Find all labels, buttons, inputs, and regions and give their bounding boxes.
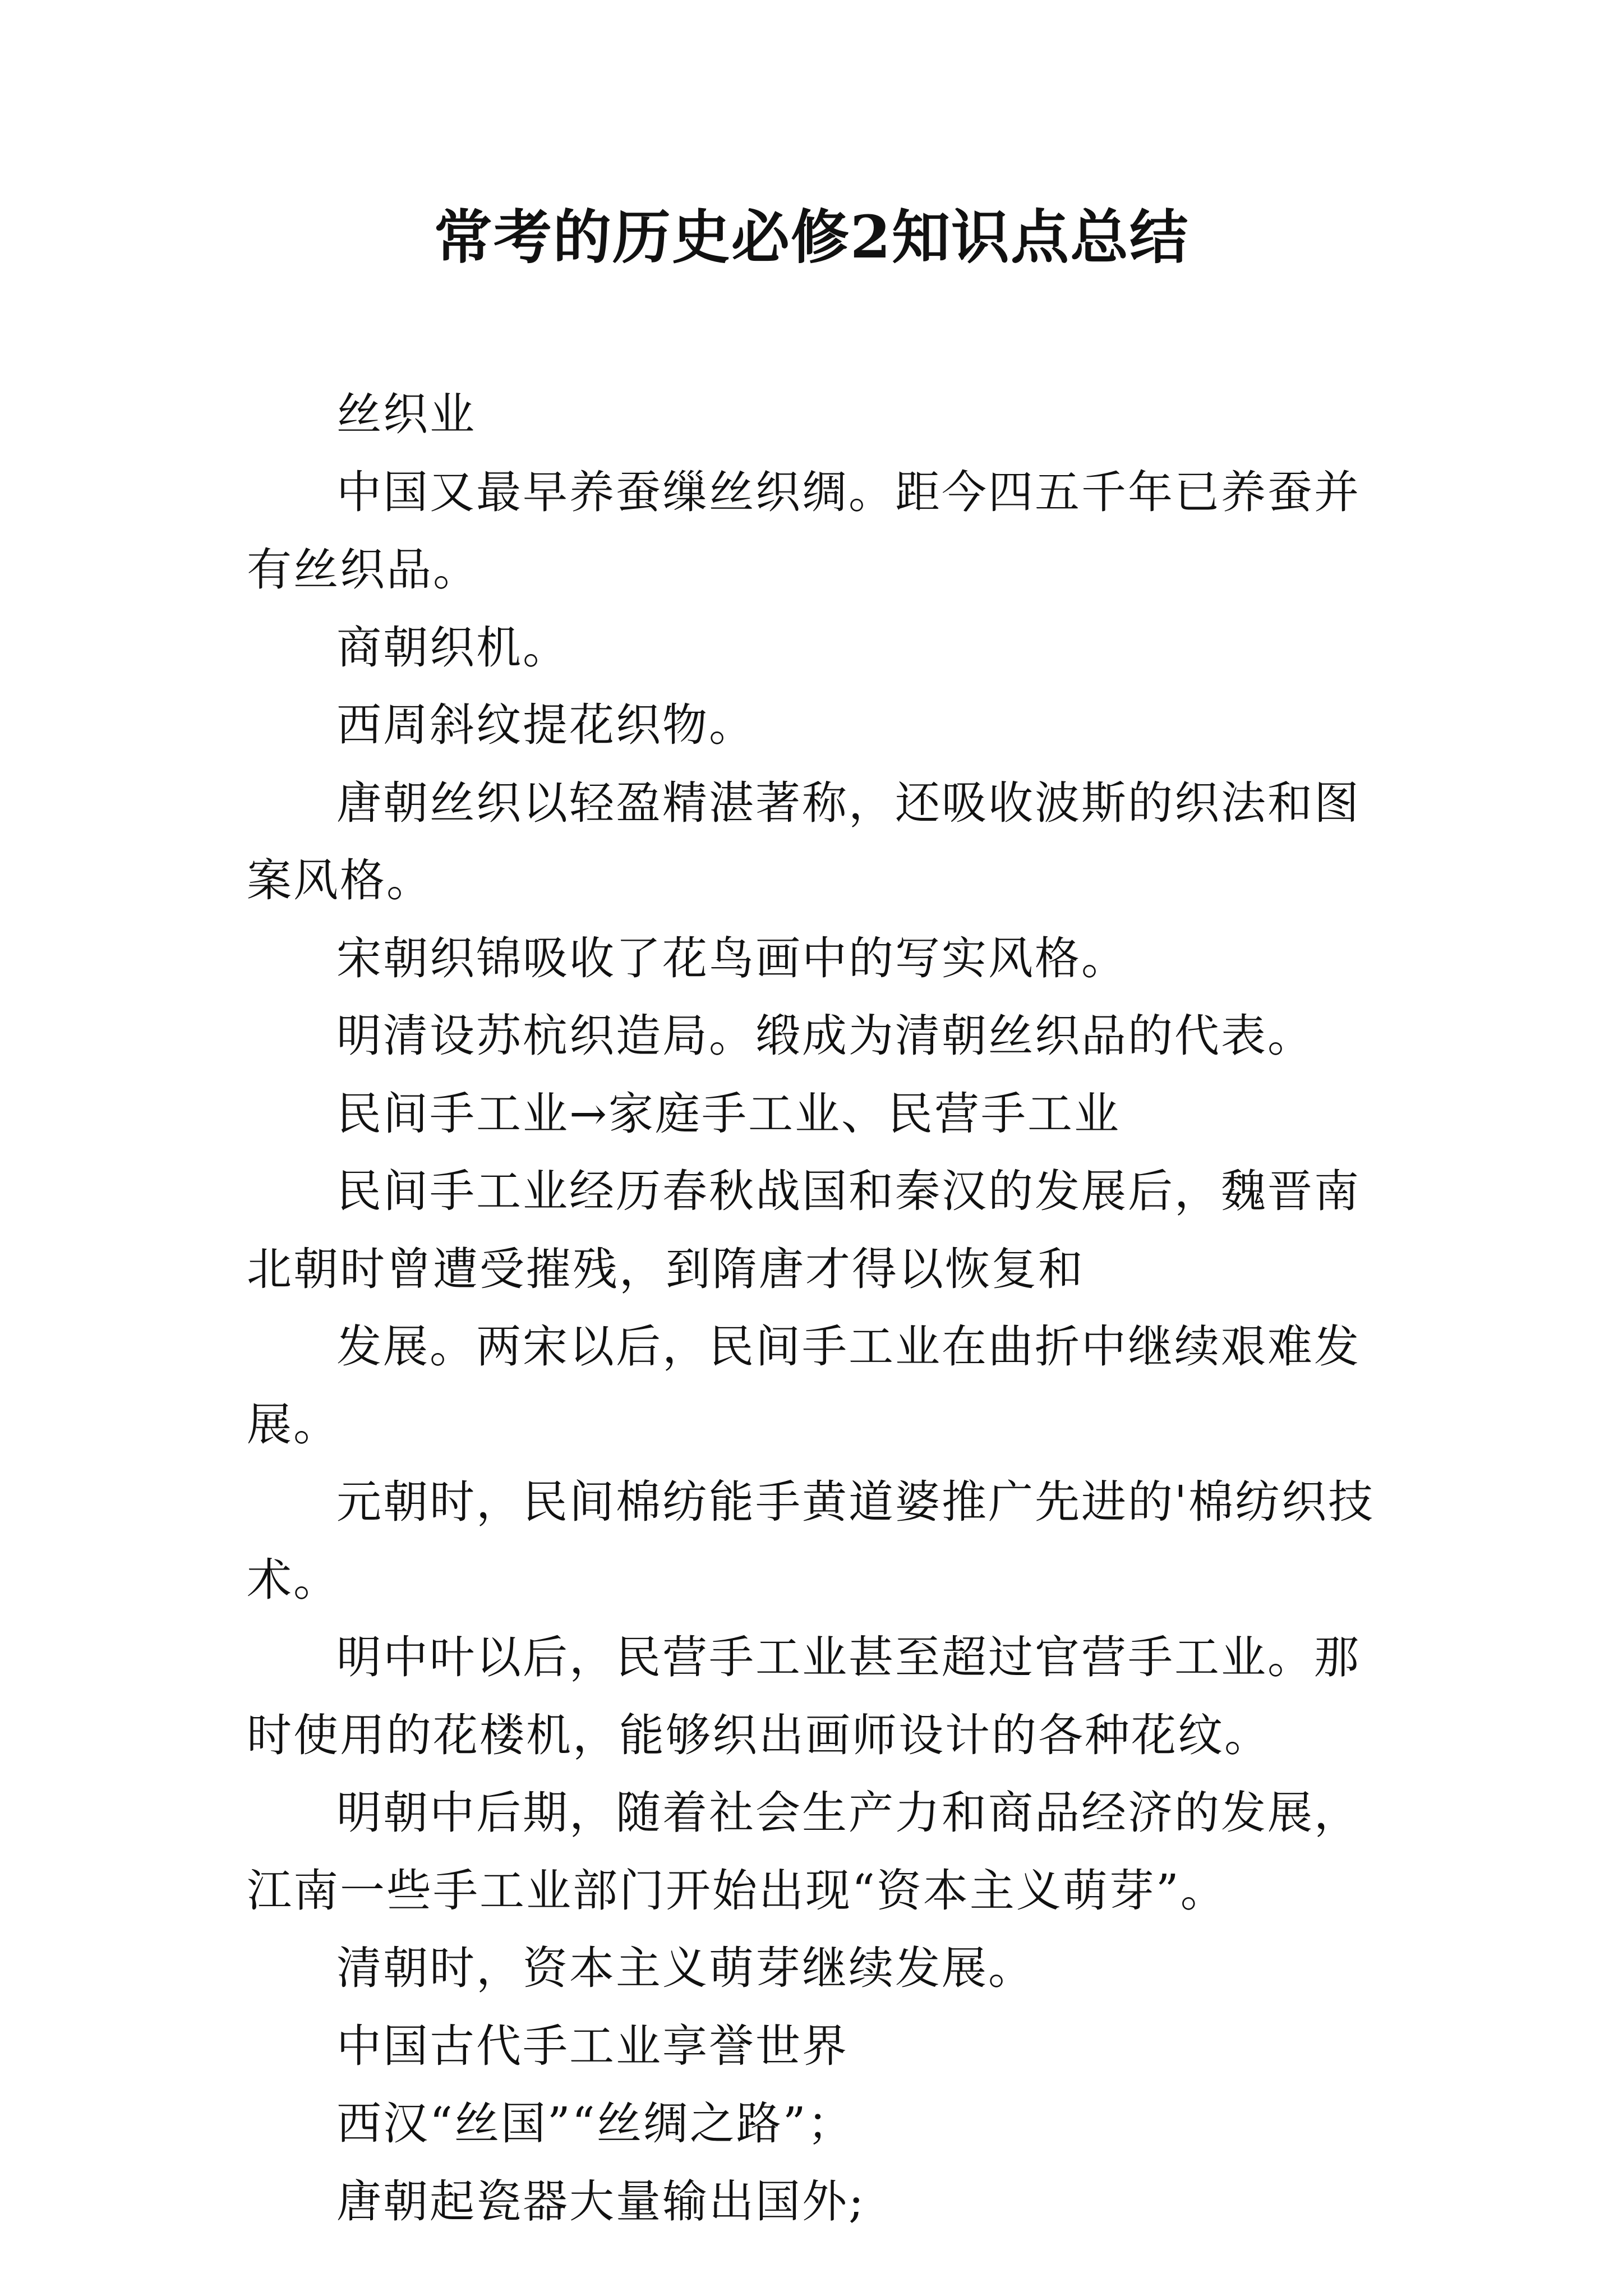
paragraph: 唐朝丝织以轻盈精湛著称，还吸收波斯的织法和图案风格。 bbox=[247, 776, 1361, 907]
paragraph: 发展。两宋以后，民间手工业在曲折中继续艰难发展。 bbox=[247, 1320, 1361, 1451]
paragraph: 元朝时，民间棉纺能手黄道婆推广先进的'棉纺织技术。 bbox=[247, 1476, 1375, 1606]
paragraph: 明清设苏杭织造局。缎成为清朝丝织品的代表。 bbox=[336, 1010, 1314, 1062]
paragraph: 清朝时，资本主义萌芽继续发展。 bbox=[336, 1942, 1035, 1994]
paragraph: 宋朝织锦吸收了花鸟画中的写实风格。 bbox=[336, 932, 1128, 984]
paragraph-folk-handicraft-heading: 民间手工业→家庭手工业、民营手工业 bbox=[336, 1087, 1121, 1140]
paragraph: 商朝织机。 bbox=[336, 621, 569, 674]
paragraph-world-renown-heading: 中国古代手工业享誉世界 bbox=[336, 2019, 849, 2072]
paragraph-silk-industry-heading: 丝织业 bbox=[336, 388, 476, 440]
paragraph: 民间手工业经历春秋战国和秦汉的发展后，魏晋南北朝时曾遭受摧残，到隋唐才得以恢复和 bbox=[247, 1165, 1361, 1295]
paragraph: 唐朝起瓷器大量输出国外; bbox=[336, 2175, 865, 2228]
paragraph: 西汉“丝国”“丝绸之路”； bbox=[336, 2097, 854, 2150]
paragraph: 明朝中后期，随着社会生产力和商品经济的发展，江南一些手工业部门开始出现“资本主义萌芽”。 bbox=[247, 1787, 1361, 1917]
paragraph: 西周斜纹提花织物。 bbox=[336, 699, 755, 751]
paragraph: 明中叶以后，民营手工业甚至超过官营手工业。那时使用的花楼机，能够织出画师设计的各种花纹。 bbox=[247, 1631, 1361, 1761]
document-title: 常考的历史必修2知识点总结 bbox=[434, 203, 1189, 272]
document-body bbox=[247, 376, 1391, 2240]
paragraph: 中国又最早养蚕缫丝织绸。距今四五千年已养蚕并有丝织品。 bbox=[247, 466, 1361, 596]
